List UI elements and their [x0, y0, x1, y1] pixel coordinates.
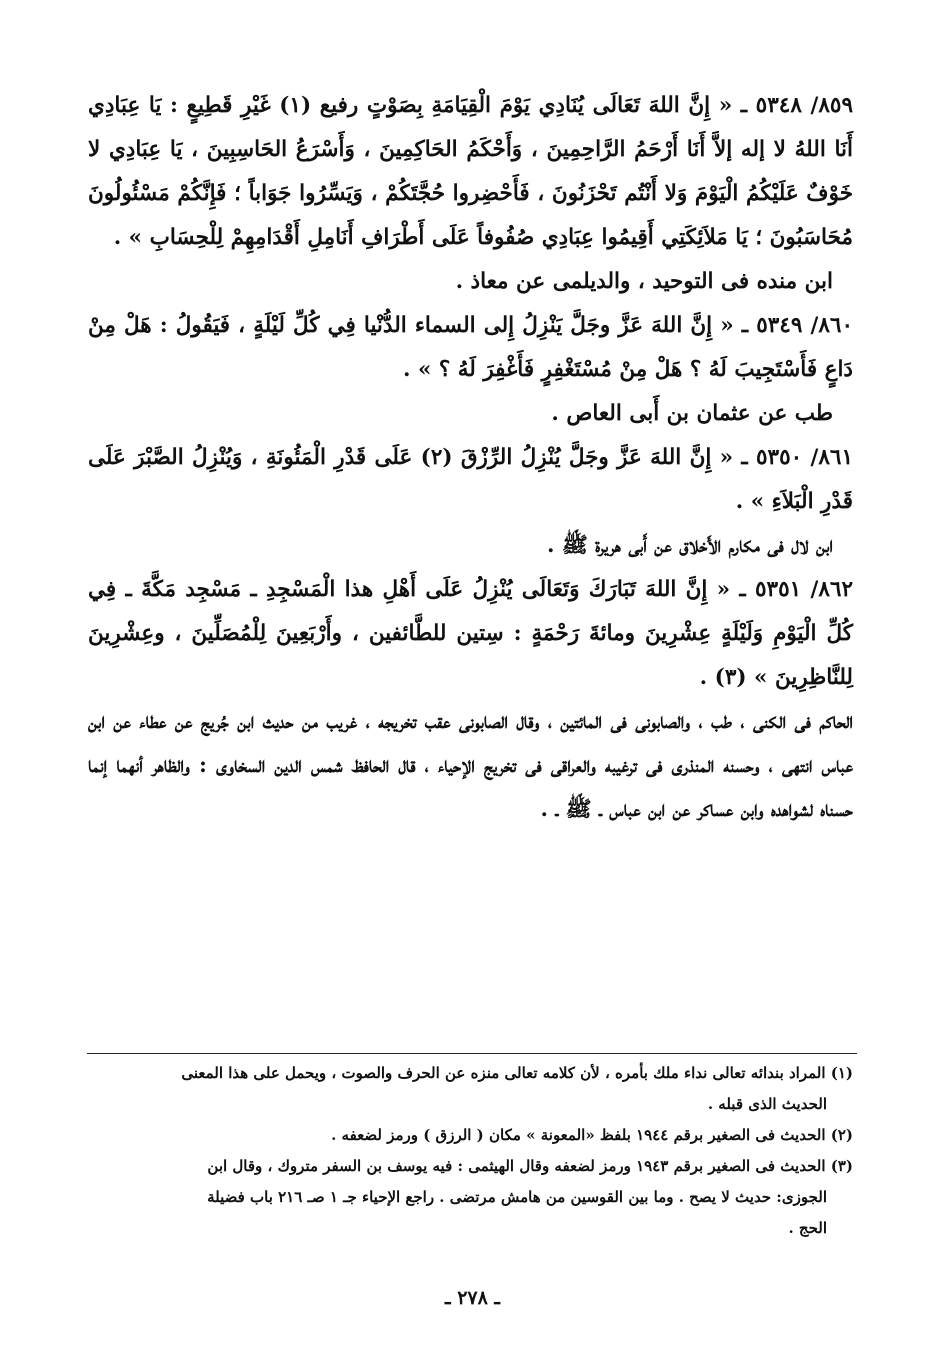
source-860: طب عن عثمان بن أَبى العاص .: [551, 401, 833, 426]
footnote-3: (٣) الحديث فى الصغير برقم ١٩٤٣ ورمز لضعفه وقال الهيثمى : فيه يوسف بن السفر متروك ، وقال ابن: [207, 1157, 853, 1175]
footnote-separator: [87, 1053, 857, 1054]
hadith-860: ٨٦٠/ ٥٣٤٩ ـ « إِنَّ اللهَ عَزَّ وجَلَّ يَنْزِلُ إِلى السماء الدُّنْيا فِي كُلِّ لَيْلَةٍ ، فَيَقُولُ : هَلْ مِنْ دَاعٍ فَأَسْتَجِيبَ لَهُ ؟ هَلْ مِنْ مُسْتَغْفِرٍ فَأَغْفِرَ لَهُ ؟ » .: [88, 313, 853, 382]
footnote-1: (١) المراد بندائه تعالى نداء ملك بأمره ، لأن كلامه تعالى منزه عن الحرف والصوت ، ويحمل على هذا المعنى: [181, 1064, 853, 1082]
hadith-861: ٨٦١/ ٥٣٥٠ ـ « إِنَّ اللهَ عَزَّ وجَلَّ يُنْزِلُ الرِّزْقَ (٢) عَلَى قَدْرِ الْمَئُونَةِ ، وَيُنْزِلُ الصَّبْرَ عَلَى قَدْرِ الْبَلاَءِ » .: [88, 445, 853, 514]
source-859: ابن منده فى التوحيد ، والديلمى عن معاذ .: [455, 269, 833, 294]
footnote-3-cont: الجوزى: حديث لا يصح . وما بين القوسين من هامش مرتضى . راجع الإحياء جـ ١ صـ ٢١٦ باب فضيلة: [207, 1188, 827, 1206]
footnote-1-cont: الحديث الذى قبله .: [707, 1095, 827, 1113]
footnote-2: (٢) الحديث فى الصغير برقم ١٩٤٤ بلفظ «المعونة » مكان ( الرزق ) ورمز لضعفه .: [331, 1126, 853, 1144]
footnotes: [92, 1058, 853, 1244]
source-862: الحاكم فى الكنى ، طب ، والصابونى فى المائتين ، وقال الصابونى عقب تخريجه ، غريب من حديث ابن جُريج عن عطاء عن ابن عباس انتهى ، وحسنه المنذرى فى ترغيبه والعراقى فى تخريج الإحياء ، قال الحافظ شمس الدين السخاوى : والظاهر أنهما إنما حسناه لشواهده وابن عساكر عن ابن عباس ـ ﷺ ـ .: [88, 709, 853, 822]
source-861: ابن لال فى مكارم الأَخلاق عن أَبى هريرة ﷺ .: [546, 533, 833, 558]
footnote-3-cont-2: الحج .: [788, 1219, 827, 1237]
page-number: ـ ٢٧٨ ـ: [445, 1287, 500, 1309]
main-text: [88, 84, 853, 832]
hadith-859: ٨٥٩/ ٥٣٤٨ ـ « إِنَّ اللهَ تَعَالَى يُنَادِي يَوْمَ الْقِيَامَةِ بِصَوْتٍ رفيع (١) غَيْرِ قَطِيعٍ : يَا عِبَادِي أَنَا اللهُ لا إله إلاَّ أَنَا أَرْحَمُ الرَّاحِمِينَ ، وَأَحْكَمُ الحَاكِمِينَ ، وَأَسْرَعُ الحَاسِبِينَ ، يَا عِبَادِي لا خَوْفٌ عَلَيْكُمُ الْيَوْمَ وَلا أَنْتُم تَحْزَنُونَ ، فَأَحْضِروا حُجَّتَكُمْ ، وَيَسِّرُوا جَوَاباً ؛ فَإِنَّكُمْ مَسْئُولُونَ مُحَاسَبُونَ ؛ يَا مَلاَئِكَتِي أَقِيمُوا عِبَادِي صُفُوفاً عَلَى أَطْرَافِ أَنَامِلِ أَقْدَامِهِمْ لِلْحِسَابِ » .: [88, 93, 853, 250]
hadith-862: ٨٦٢/ ٥٣٥١ ـ « إِنَّ اللهَ تَبَارَكَ وَتَعَالَى يُنْزِلُ عَلَى أَهْلِ هذا الْمَسْجِدِ ـ مَسْجِد مَكَّةَ ـ فِي كُلِّ الْيَوْمِ وَلَيْلَةٍ عِشْرِينَ ومائةَ رَحْمَةٍ : سِتين للطَّائفين ، وأَرْبَعِينَ لِلْمُصَلِّينَ ، وعِشْرِينَ لِلنَّاظِرِينَ » (٣) .: [88, 577, 853, 690]
